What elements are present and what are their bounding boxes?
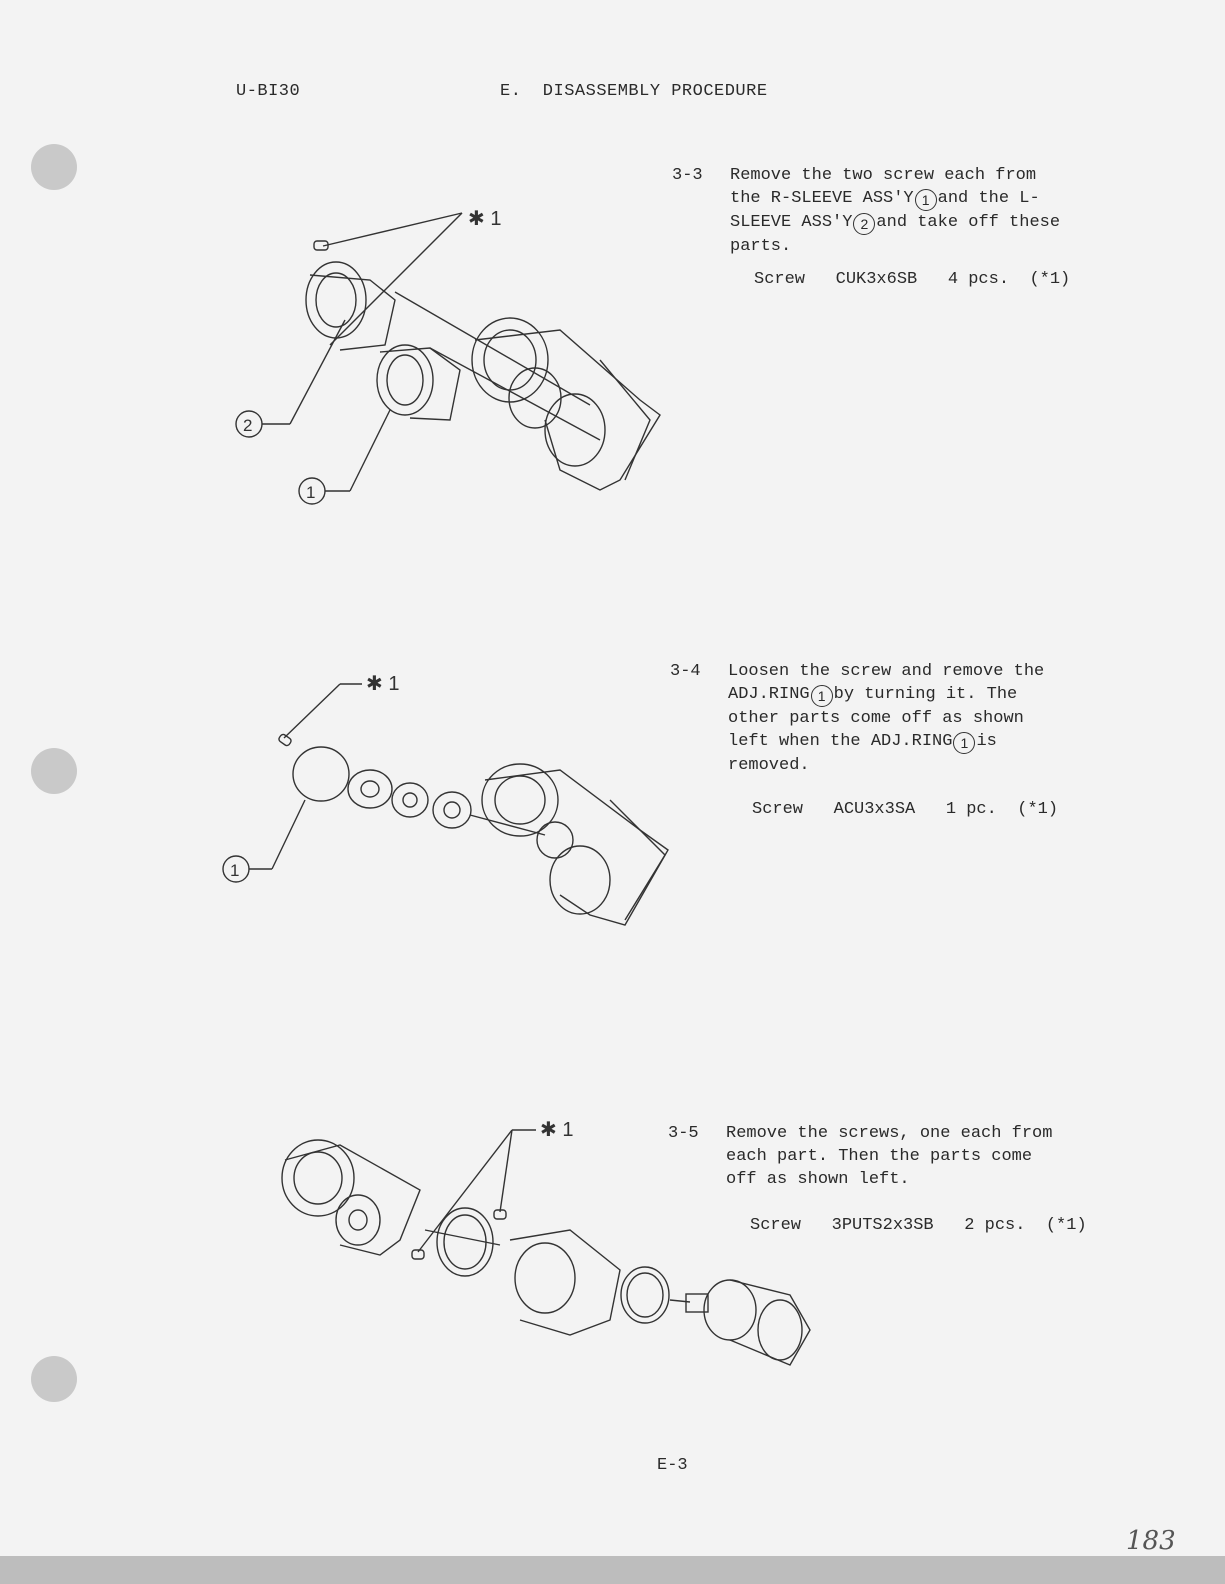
adj-ring [293, 747, 349, 801]
svg-text:2: 2 [243, 416, 253, 435]
text-line: other parts come off as shown [728, 709, 1024, 728]
figure-3-4 [223, 673, 668, 925]
screw-spec: Screw 3PUTS2x3SB 2 pcs. (*1) [750, 1216, 1087, 1235]
step-number: 3-4 [670, 662, 701, 681]
screw-label: ✱ 1 [540, 1119, 574, 1141]
screw-spec: Screw CUK3x6SB 4 pcs. (*1) [754, 270, 1071, 289]
washer [348, 770, 392, 808]
svg-text:1: 1 [230, 861, 240, 880]
text-line: left when the ADJ.RING 1 is [728, 730, 1128, 754]
figure-3-3 [236, 208, 660, 504]
screw-label: ✱ 1 [366, 673, 400, 695]
text-line: ADJ.RING 1 by turning it. The [728, 683, 1128, 707]
step-number: 3-5 [668, 1124, 699, 1143]
text-line: off as shown left. [726, 1170, 910, 1189]
screw-spec: Screw ACU3x3SA 1 pc. (*1) [752, 800, 1059, 819]
page-number: E-3 [657, 1456, 688, 1475]
cylinder [704, 1280, 756, 1340]
text-line: parts. [730, 237, 792, 256]
text-line: SLEEVE ASS'Y 2 and take off these [730, 211, 1130, 235]
svg-text:1: 1 [306, 483, 316, 502]
section-title: E. DISASSEMBLY PROCEDURE [500, 82, 768, 101]
text-line: each part. Then the parts come [726, 1147, 1033, 1166]
step-number: 3-3 [672, 166, 703, 185]
text-line: Loosen the screw and remove the [728, 662, 1045, 681]
callout-circle: 1 [811, 685, 833, 707]
sleeve-housing [515, 1243, 575, 1313]
handwritten-page-number: 183 [1126, 1526, 1176, 1556]
text-line: the R-SLEEVE ASS'Y 1 and the L- [730, 187, 1130, 211]
callout-circle: 2 [853, 213, 875, 235]
scan-edge [0, 1556, 1225, 1584]
text-line: removed. [728, 756, 810, 775]
o-ring [621, 1267, 669, 1323]
callout-circle: 1 [953, 732, 975, 754]
screw-label: ✱ 1 [468, 208, 502, 230]
text-line: Remove the two screw each from [730, 166, 1037, 185]
doc-model: U-BI30 [236, 82, 301, 101]
text-line: Remove the screws, one each from [726, 1124, 1053, 1143]
callout-circle: 1 [915, 189, 937, 211]
figure-3-5 [282, 1119, 810, 1365]
screw-icon [278, 733, 292, 746]
